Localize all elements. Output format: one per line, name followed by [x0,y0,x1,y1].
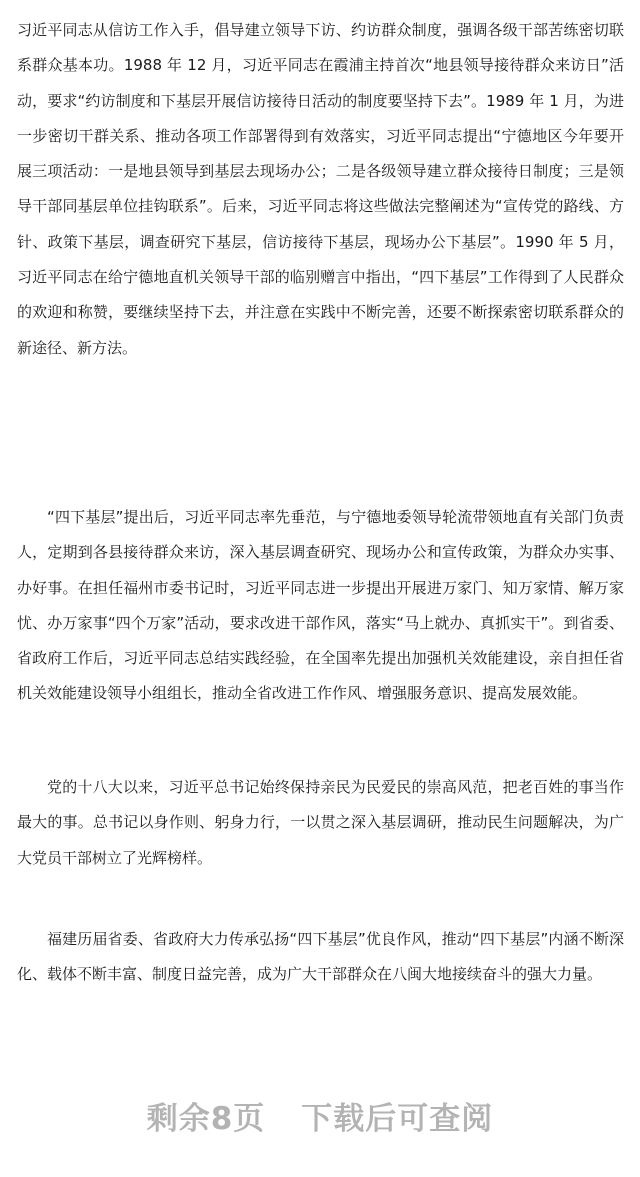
paragraph-2: “四下基层”提出后，习近平同志率先垂范，与宁德地委领导轮流带领地直有关部门负责人，定期到各县接待群众来访，深入基层调查研究、现场办公和宣传政策，为群众办实事、办好事。在担任福州市委书记时，习近平同志进一步提出开展进万家门、知万家情、解万家忧、办万家事“四个万家”活动，要求改进干部作风，落实“马上就办、真抓实干”。到省委、省政府工作后，习近平同志总结实践经验，在全国率先提出加强机关效能建设，亲自担任省机关效能建设领导小组组长，推动全省改进工作作风、增强服务意识、提高发展效能。 [17,508,624,703]
paragraph-3: 党的十八大以来，习近平总书记始终保持亲民为民爱民的崇高风范，把老百姓的事当作最大的事。总书记以身作则、躬身力行，一以贯之深入基层调研，推动民生问题解决，为广大党员干部树立了光辉榜样。 [17,778,624,867]
paragraph-1: 习近平同志从信访工作入手，倡导建立领导下访、约访群众制度，强调各级干部苦练密切联系群众基本功。1988 年 12 月，习近平同志在霞浦主持首次“地县领导接待群众来访日”活动，要求“约访制度和下基层开展信访接待日活动的制度要坚持下去”。1989 年 1 月，为进一步密切干群关系、推动各项工作部署得到有效落实，习近平同志提出“宁德地区今年要开展三项活动：一是地县领导到基层去现场办公；二是各级领导建立群众接待日制度；三是领导干部同基层单位挂钩联系”。后来，习近平同志将这些做法完整阐述为“宣传党的路线、方针、政策下基层，调查研究下基层，信访接待下基层，现场办公下基层”。1990 年 5 月，习近平同志在给宁德地直机关领导干部的临别赠言中指出，“四下基层”工作得到了人民群众的欢迎和称赞，要继续坚持下去，并注意在实践中不断完善，还要不断探索密切联系群众的新途径、新方法。 [17,21,624,357]
download-prompt[interactable] [0,1093,640,1138]
remaining-pages-label: 剩余8页 [146,1101,266,1137]
paragraph-4: 福建历届省委、省政府大力传承弘扬“四下基层”优良作风，推动“四下基层”内涵不断深化、载体不断丰富、制度日益完善，成为广大干部群众在八闽大地接续奋斗的强大力量。 [17,930,624,984]
download-hint-label: 下载后可查阅 [301,1101,494,1137]
